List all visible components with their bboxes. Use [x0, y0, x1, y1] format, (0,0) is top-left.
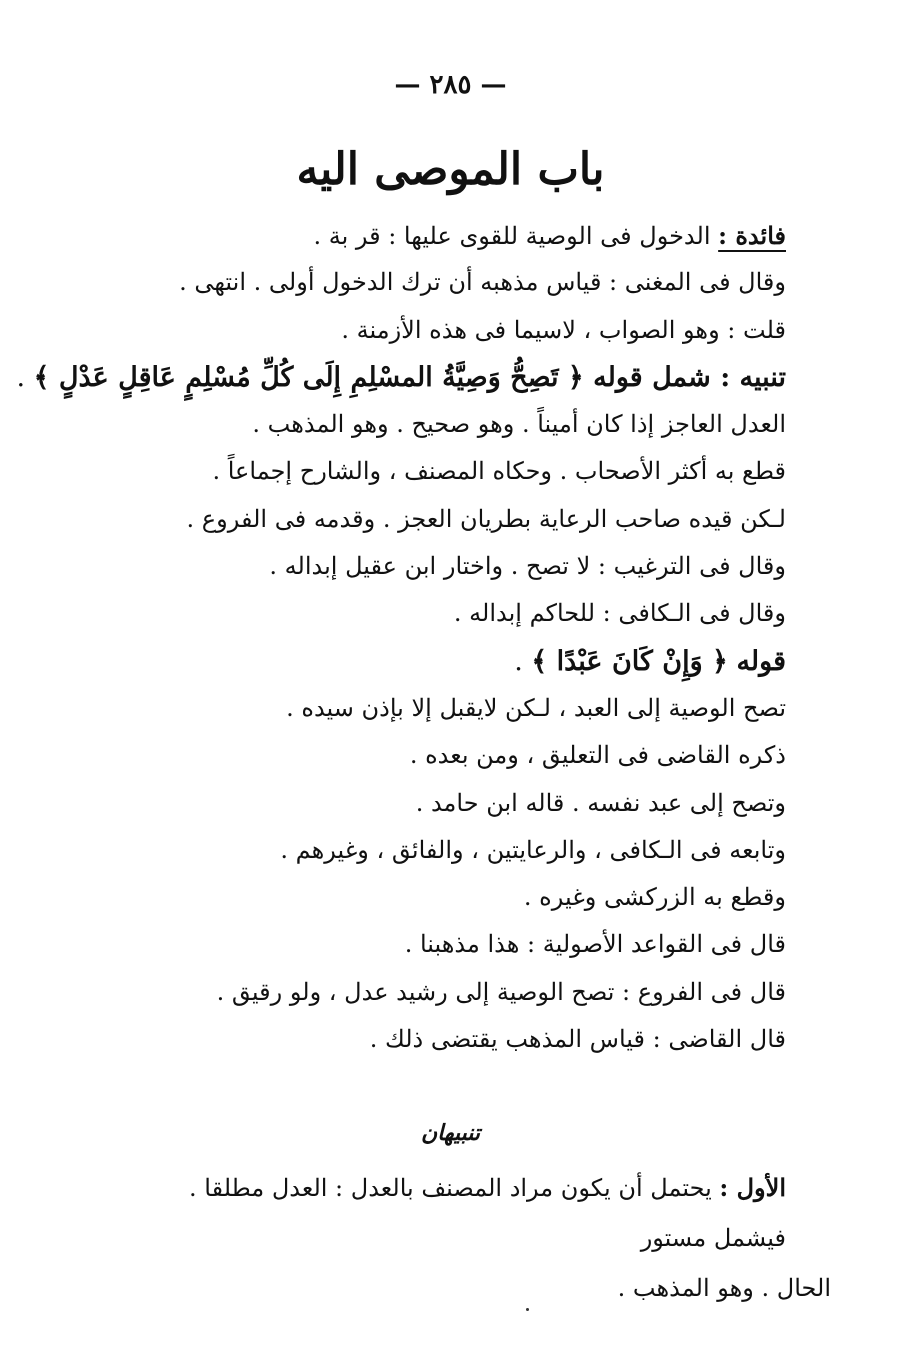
text-line	[166, 543, 786, 590]
text-line	[166, 921, 786, 968]
text-line	[166, 874, 786, 921]
chapter-title: باب الموصى اليه	[296, 144, 605, 195]
final-paragraph-lead: الأول :	[719, 1173, 786, 1202]
text-line	[166, 685, 786, 732]
line-text: الدخول فى الوصية للقوى عليها : قر بة .	[313, 222, 719, 250]
line-text: قال القاضى : قياس المذهب يقتضى ذلك .	[369, 1025, 786, 1054]
line-text: وقال فى الـكافى : للحاكم إبداله .	[453, 599, 786, 628]
final-paragraph-line1: يحتمل أن يكون مراد المصنف بالعدل : العدل مطلقا . فيشمل مستور	[189, 1174, 786, 1252]
text-line	[16, 354, 786, 401]
line-text: قال فى القواعد الأصولية : هذا مذهبنا .	[404, 930, 786, 959]
text-line	[166, 780, 786, 827]
text-line	[166, 448, 786, 495]
text-line	[166, 827, 786, 874]
section-marker: تنبيهان	[420, 1120, 481, 1146]
final-paragraph-line2: الحال . وهو المذهب .	[617, 1274, 831, 1302]
text-line	[166, 496, 786, 543]
text-line	[166, 307, 786, 354]
line-text: قلت : وهو الصواب ، لاسيما فى هذه الأزمنة .	[341, 315, 786, 344]
text-line	[166, 732, 786, 779]
line-lead: قوله	[736, 645, 786, 677]
text-line	[166, 1016, 786, 1063]
text-line	[166, 259, 786, 306]
line-text: لـكن قيده صاحب الرعاية بطريان العجز . وقدمه فى الفروع .	[186, 504, 786, 533]
text-line	[166, 638, 786, 685]
line-text: العدل العاجز إذا كان أميناً . وهو صحيح . وهو المذهب .	[252, 410, 786, 439]
line-text: وتصح إلى عبد نفسه . قاله ابن حامد .	[415, 788, 786, 817]
line-text: شمل قوله	[583, 361, 721, 393]
line-text: قال فى الفروع : تصح الوصية إلى رشيد عدل ، ولو رقيق .	[216, 977, 786, 1006]
line-text: وتابعه فى الـكافى ، والرعايتين ، والفائق ، وغيرهم .	[280, 835, 786, 864]
line-text: وقطع به الزركشى وغيره .	[523, 883, 786, 912]
body-text	[16, 212, 786, 1063]
line-tail: .	[16, 361, 34, 393]
line-text: وقال فى المغنى : قياس مذهبه أن ترك الدخول أولى . انتهى .	[179, 268, 786, 297]
text-line	[166, 590, 786, 637]
text-line	[166, 212, 786, 259]
footer-dot	[526, 1308, 529, 1311]
page-number: — ٢٨٥ —	[394, 70, 507, 100]
line-text: وقال فى الترغيب : لا تصح . واختار ابن عقيل إبداله .	[269, 552, 786, 581]
line-tail: .	[514, 645, 532, 677]
line-text: ذكره القاضى فى التعليق ، ومن بعده .	[409, 741, 786, 770]
quoted-text: ﴿ تَصِحُّ وَصِيَّةُ المسْلِمِ إِلَى كُلِّ مُسْلِمٍ عَاقِلٍ عَدْلٍ ﴾	[33, 361, 584, 393]
quoted-text: ﴿ وَإِنْ كَانَ عَبْدًا ﴾	[531, 645, 728, 677]
line-lead: فائدة :	[718, 221, 786, 250]
final-paragraph	[186, 1163, 831, 1313]
line-lead: تنبيه :	[720, 361, 786, 393]
text-line	[166, 969, 786, 1016]
line-text: قطع به أكثر الأصحاب . وحكاه المصنف ، والشارح إجماعاً .	[212, 457, 786, 486]
text-line	[166, 401, 786, 448]
line-text: تصح الوصية إلى العبد ، لـكن لايقبل إلا بإذن سيده .	[286, 693, 786, 722]
